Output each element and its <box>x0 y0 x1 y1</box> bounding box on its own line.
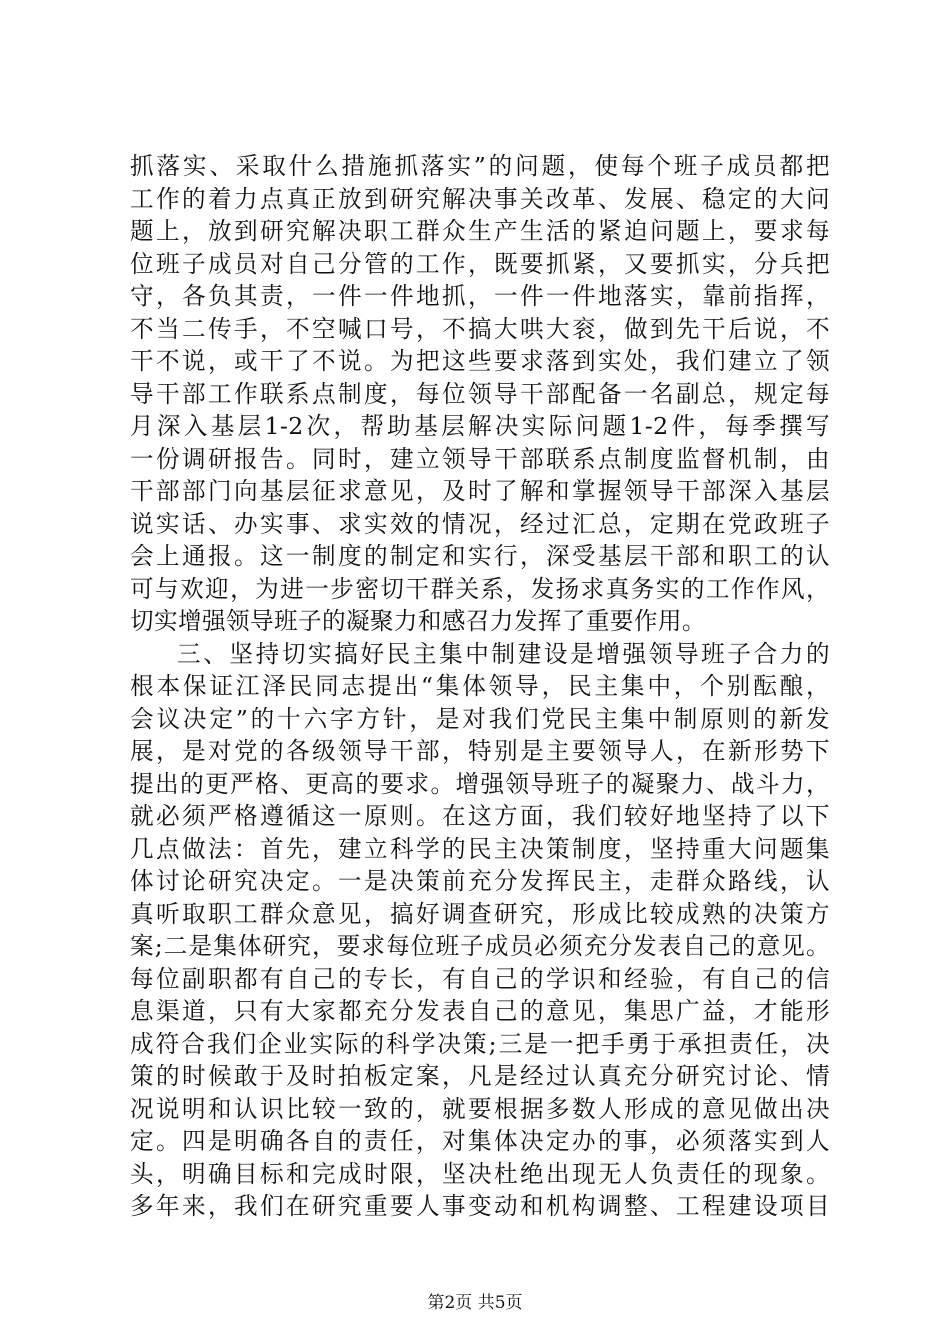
text-line: 抓落实、采取什么措施抓落实”的问题，使每个班子成员都把 <box>130 152 830 180</box>
body-text <box>130 150 830 1223</box>
text-line: 提出的更严格、更高的要求。增强领导班子的凝聚力、战斗力， <box>130 769 830 798</box>
text-line: 成符合我们企业实际的科学决策;三是一把手勇于承担责任，决 <box>130 1029 830 1058</box>
text-line: 多年来，我们在研究重要人事变动和机构调整、工程建设项目 <box>130 1192 830 1220</box>
text-line: 体讨论研究决定。一是决策前充分发挥民主，走群众路线，认 <box>130 867 830 895</box>
text-line: 导干部工作联系点制度，每位领导干部配备一名副总，规定每 <box>130 379 830 408</box>
text-line: 就必须严格遵循这一原则。在这方面，我们较好地坚持了以下 <box>130 802 830 830</box>
text-line: 题上，放到研究解决职工群众生产生活的紧迫问题上，要求每 <box>130 217 830 245</box>
text-line: 真听取职工群众意见，搞好调查研究，形成比较成熟的决策方 <box>130 899 830 928</box>
text-line: 展，是对党的各级领导干部，特别是主要领导人，在新形势下 <box>130 737 830 765</box>
text-line: 会上通报。这一制度的制定和实行，深受基层干部和职工的认 <box>130 542 830 570</box>
text-line: 工作的着力点真正放到研究解决事关改革、发展、稳定的大问 <box>130 184 830 213</box>
text-line: 案;二是集体研究，要求每位班子成员必须充分发表自己的意见。 <box>130 932 830 960</box>
text-line: 头，明确目标和完成时限，坚决杜绝出现无人负责任的现象。 <box>130 1159 830 1188</box>
text-line: 月深入基层1-2次，帮助基层解决实际问题1-2件，每季撰写 <box>130 412 830 440</box>
text-line: 位班子成员对自己分管的工作，既要抓紧，又要抓实，分兵把 <box>130 249 830 278</box>
text-line: 息渠道，只有大家都充分发表自己的意见，集思广益，才能形 <box>130 997 830 1025</box>
text-line: 干不说，或干了不说。为把这些要求落到实处，我们建立了领 <box>130 347 830 375</box>
text-line: 定。四是明确各自的责任，对集体决定办的事，必须落实到人 <box>130 1127 830 1155</box>
text-line: 策的时候敢于及时拍板定案，凡是经过认真充分研究讨论、情 <box>130 1062 830 1090</box>
text-line: 干部部门向基层征求意见，及时了解和掌握领导干部深入基层 <box>130 477 830 505</box>
text-line: 可与欢迎，为进一步密切干群关系，发扬求真务实的工作作风， <box>130 574 830 603</box>
text-line: 守，各负其责，一件一件地抓，一件一件地落实，靠前指挥， <box>130 282 830 310</box>
text-line: 切实增强领导班子的凝聚力和感召力发挥了重要作用。 <box>130 607 706 635</box>
text-line: 况说明和认识比较一致的，就要根据多数人形成的意见做出决 <box>130 1094 830 1123</box>
page-number: 第2页 共5页 <box>427 1293 523 1313</box>
text-line: 几点做法：首先，建立科学的民主决策制度，坚持重大问题集 <box>130 834 830 863</box>
text-line: 不当二传手，不空喊口号，不搞大哄大衮，做到先干后说，不 <box>130 314 830 343</box>
text-line: 一份调研报告。同时，建立领导干部联系点制度监督机制，由 <box>130 444 830 473</box>
text-line: 说实话、办实事、求实效的情况，经过汇总，定期在党政班子 <box>130 509 830 538</box>
text-line: 每位副职都有自己的专长，有自己的学识和经验，有自己的信 <box>130 964 830 993</box>
text-line: 会议决定”的十六字方针，是对我们党民主集中制原则的新发 <box>130 704 830 733</box>
text-line: 三、坚持切实搞好民主集中制建设是增强领导班子合力的 <box>177 639 830 668</box>
text-line: 根本保证江泽民同志提出“集体领导，民主集中，个别酝酿， <box>130 672 830 700</box>
